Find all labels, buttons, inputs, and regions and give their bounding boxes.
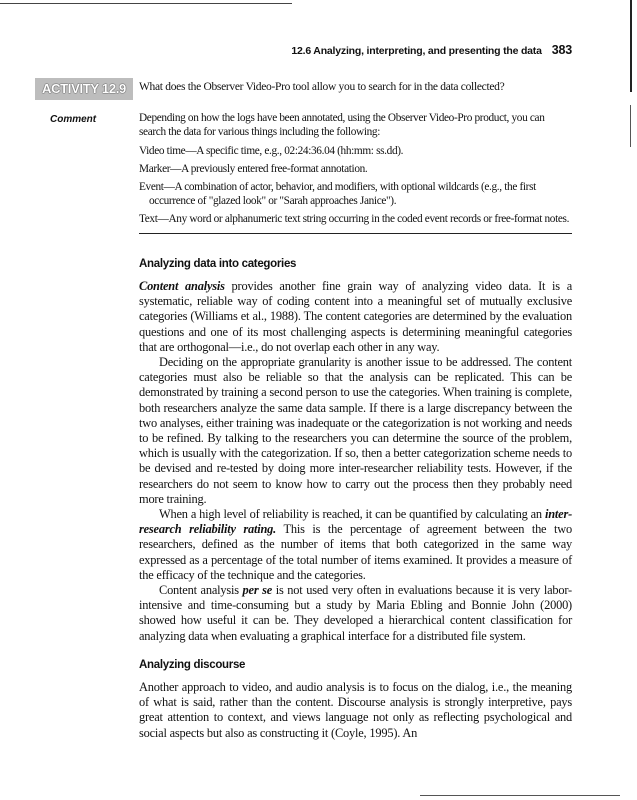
section-discourse-body	[139, 680, 572, 741]
paragraph	[139, 507, 572, 583]
paragraph: Another approach to video, and audio analysis is to focus on the dialog, i.e., the meaning of what is said, rather than the content. Discourse analysis is strongly interpretive, pays great attention to context, and views language not only as reflecting psychological and social aspects but also as constructing it (Coyle, 1995). An	[139, 680, 572, 740]
paragraph-text: provides another fine grain way of analyzing video data. It is a systematic, reliable way of coding content into a meaningful set of mutually exclusive categories (Williams et al., 1988). The content categories are determined by the evaluation questions and one of its most challenging aspects is determining meaningful categories that are orthogonal—i.e., do not overlap each other in any way.	[139, 279, 572, 354]
header-section-title: 12.6 Analyzing, interpreting, and presenting the data	[291, 45, 542, 57]
comment-intro: Depending on how the logs have been annotated, using the Observer Video-Pro product, you can search the data for various things including the following:	[139, 112, 545, 138]
heading-analyzing-discourse: Analyzing discourse	[139, 659, 246, 671]
section-categories-body	[139, 279, 572, 644]
page-number: 383	[551, 43, 572, 57]
list-item: Event—A combination of actor, behavior, and modifiers, with optional wildcards (e.g., the first occurrence of "glazed look" or "Sarah approaches Janice").	[139, 181, 536, 207]
margin-rule	[630, 0, 632, 92]
paragraph-text: is not used very often in evaluations because it is very labor-intensive and time-consuming but a study by Maria Ebling and Bonnie John (2000) showed how useful it can be. They developed a hierarchical content classification for analyzing data when evaluating a graphical interface for a distributed file system.	[139, 583, 572, 643]
comment-body	[139, 111, 572, 230]
term-content-analysis: Content analysis	[139, 279, 225, 293]
bottom-rule	[420, 795, 620, 796]
margin-rule	[630, 105, 631, 147]
list-item: Text—Any word or alphanumeric text string occurring in the coded event records or free-format notes.	[139, 213, 570, 225]
list-item: Marker—A previously entered free-format annotation.	[139, 163, 368, 175]
paragraph	[139, 279, 572, 355]
heading-analyzing-categories: Analyzing data into categories	[139, 258, 297, 270]
term-per-se: per se	[242, 583, 273, 598]
paragraph: Deciding on the appropriate granularity is another issue to be addressed. The content categories must also be reliable so that the analysis can be replicated. This can be demonstrated by training a second person to use the categories. When training is complete, both researchers analyze the same data sample. If there is a large discrepancy between the two analyses, either training was inadequate or the categorization is not working and needs to be refined. By talking to the researchers you can determine the source of the problem, which is usually with the categorization. If so, then a better categorization scheme needs to be devised and re-tested by doing more inter-researcher reliability tests. However, if the researchers do not seem to know how to carry out the process then they probably need more training.	[139, 355, 572, 506]
list-item: Video time—A specific time, e.g., 02:24:36.04 (hh:mm: ss.dd).	[139, 145, 404, 157]
section-divider	[139, 233, 572, 234]
running-header	[0, 43, 572, 57]
top-rule	[0, 3, 292, 4]
paragraph-text: Content analysis	[159, 583, 243, 598]
term-reliability-rating: inter-research reliability rating.	[139, 507, 572, 537]
activity-badge: ACTIVITY 12.9	[35, 78, 133, 100]
paragraph-text: When a high level of reliability is reached, it can be quantified by calculating an	[159, 507, 545, 522]
activity-question: What does the Observer Video-Pro tool allow you to search for in the data collected?	[139, 81, 505, 93]
search-options-list	[139, 144, 572, 226]
paragraph	[139, 583, 572, 644]
paragraph-text: This is the percentage of agreement between the two researchers, defined as the number of items that both categorized in the same way expressed as a percentage of the total number of items examined. It provides a measure of the efficacy of the technique and the categories.	[139, 522, 572, 582]
comment-label: Comment	[50, 114, 97, 125]
